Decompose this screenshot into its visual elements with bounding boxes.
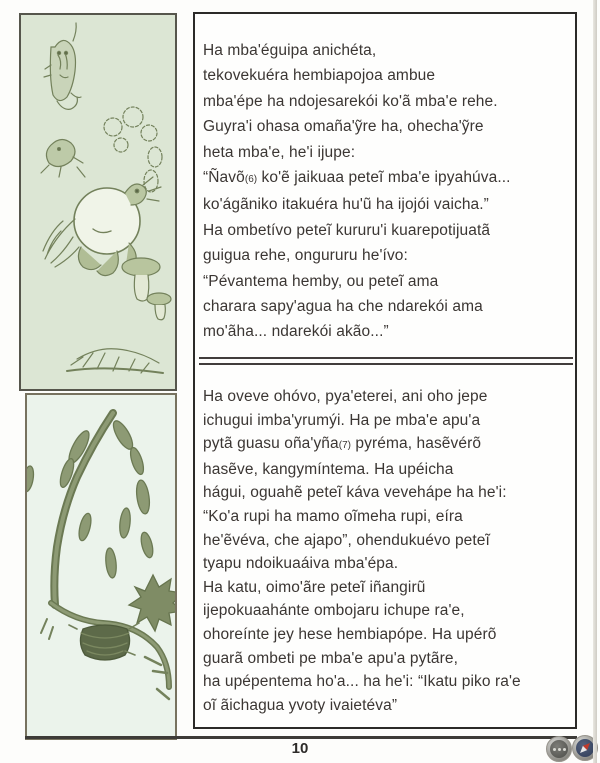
text-line: “Ko'a rupi ha mamo oĩmeha rupi, eíra [203, 507, 463, 525]
text-line: mo'ãha... ndarekói akão...” [203, 323, 389, 341]
text-line: Ha mba'éguipa anichéta, [203, 42, 377, 59]
text-line: “Pévantema hemby, ou peteĩ ama [203, 272, 439, 290]
text-line: ijepokuaahánte ombojaru ichupe ra'e, [203, 602, 465, 620]
text-line: tyapu ndoikuaáiva mba'épa. [203, 555, 399, 573]
top-illustration-panel [19, 13, 177, 391]
bottom-illustration-panel [25, 393, 177, 740]
compass-icon [576, 739, 594, 757]
sketch-branch-with-nest-icon [27, 395, 175, 738]
text-line: Ha ombetívo peteĩ kururu'i kuarepotijuatã [203, 221, 491, 239]
text-line: mba'épe ha ndojesarekói ko'ã mba'e rehe. [203, 92, 498, 110]
text-line: oĩ ãichagua yvoty ivaietéva” [203, 696, 398, 714]
text-line: charara sapy'agua ha che ndarekói ama [203, 298, 483, 316]
grass-sketch [67, 349, 163, 373]
pages-button[interactable] [546, 736, 572, 762]
page-number: 10 [291, 740, 309, 757]
sketch-birds-frog-mushrooms-icon [21, 15, 175, 389]
mushrooms-sketch [122, 258, 171, 320]
page-edge-shadow [593, 0, 597, 763]
text-line: hágui, oguahẽ peteĩ káva vevehápe ha he'i: [203, 484, 507, 502]
small-frog-sketch [41, 139, 85, 177]
text-line: guarã ombeti pe mba'e apu'a pytãre, [203, 649, 458, 667]
footer-rule [25, 736, 577, 739]
text-line: Guyra'i ohasa omaña'ỹre ha, ohecha'ỹre [203, 118, 484, 136]
fern-sketch [43, 219, 79, 267]
text-line: ha upépentema ho'a... ha he'i: “Ikatu piko ra'e [203, 673, 521, 691]
section-divider [199, 357, 573, 365]
maple-leaf-sketch [129, 575, 175, 631]
text-line: tekovekuéra hembiapojoa ambue [203, 67, 436, 85]
text-line: guigua rehe, ongururu he'ívo: [203, 247, 408, 265]
reader-nav-buttons [542, 734, 600, 763]
text-line: hasẽve, kangymíntema. Ha upéicha [203, 460, 454, 478]
ellipsis-icon [550, 740, 568, 758]
text-line: ko'ágãniko itakuéra hu'ũ ha ijojói vaicha.” [203, 196, 489, 214]
text-line: heta mba'e, he'i ijupe: [203, 143, 356, 161]
text-line: Ha oveve ohóvo, pya'eterei, ani oho jepe [203, 388, 488, 405]
owl-sketch [44, 23, 81, 109]
text-line: pytã guasu oña'yña(7) pyréma, hasẽvérõ [203, 435, 482, 453]
text-line: he'ẽvéva, che ajapo”, ohendukuévo peteĩ [203, 531, 490, 549]
text-line: Ha katu, oimo'ãre peteĩ iñangirũ [203, 578, 426, 596]
story-paragraph-bottom [203, 385, 571, 717]
flowers-sketch [104, 107, 162, 192]
story-text-panel [193, 12, 577, 729]
story-paragraph-top [203, 38, 571, 345]
text-line: ohoreínte jey hese hembiapópe. Ha upérõ [203, 625, 497, 643]
text-line: “Ñavõ(6) ko'ẽ jaikuaa peteĩ mba'e ipyahúva... [203, 169, 511, 187]
text-line: ichugui imba'yrumýi. Ha pe mba'e apu'a [203, 411, 481, 429]
nest-sketch [69, 623, 139, 660]
